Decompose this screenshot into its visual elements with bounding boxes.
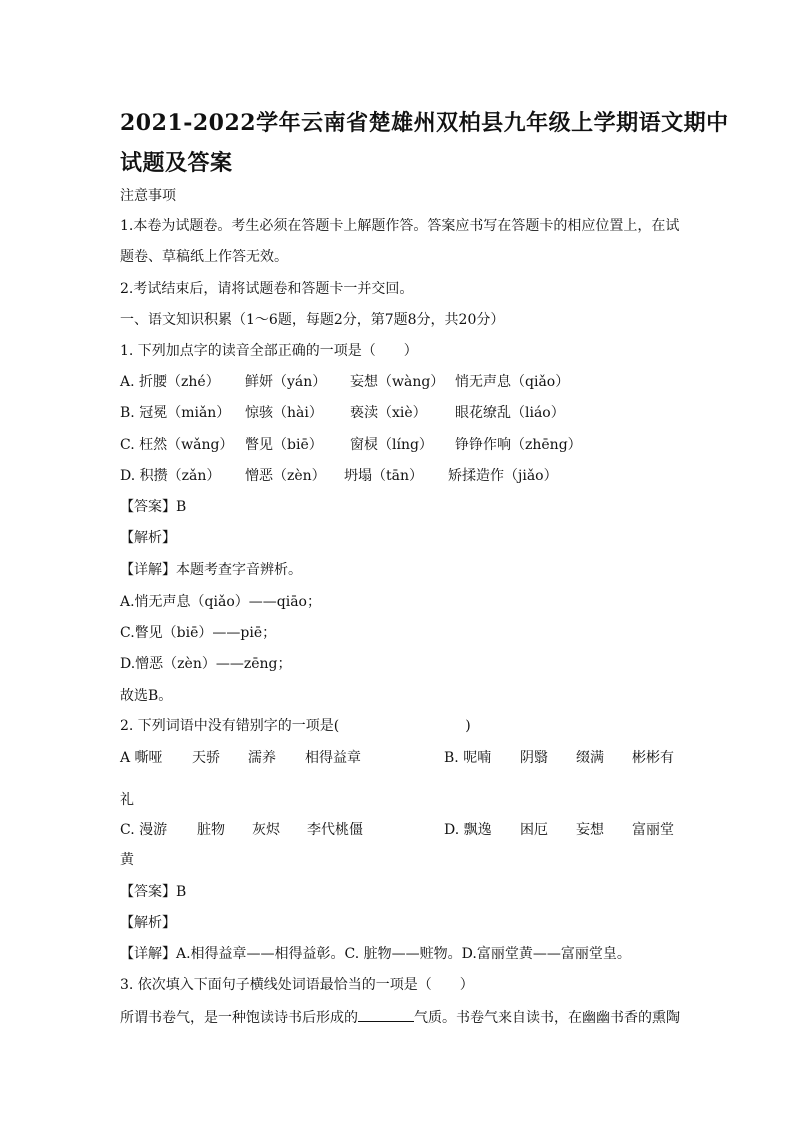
notes-heading: 注意事项 bbox=[120, 188, 176, 204]
q1-a-3: 妄想（wàng） bbox=[350, 374, 445, 390]
q2-d-4: 富丽堂 bbox=[632, 822, 674, 838]
q1-a-4: 悄无声息（qiǎo） bbox=[455, 374, 570, 390]
q1-detail: 【详解】本题考查字音辨析。 bbox=[120, 562, 302, 578]
q1-answer-label: 【答案】 bbox=[120, 499, 176, 515]
q2-stem: 2. 下列词语中没有错别字的一项是( ) bbox=[120, 718, 471, 734]
q1-d-1: D. 积攒（zǎn） bbox=[120, 468, 221, 484]
q3-blank bbox=[358, 1007, 414, 1022]
q2-c-1: C. 漫游 bbox=[120, 822, 168, 838]
q2-b-2: 阴翳 bbox=[520, 750, 548, 766]
q1-detail-a: A.悄无声息（qiǎo）——qiāo； bbox=[120, 594, 321, 610]
q1-a-2: 鲜妍（yán） bbox=[245, 374, 327, 390]
q2-d-1: D. 飘逸 bbox=[444, 822, 492, 838]
q3-text bbox=[120, 1007, 680, 1028]
q1-c-3: 窗棂（líng） bbox=[350, 437, 433, 453]
q2-analysis-label: 【解析】 bbox=[120, 915, 176, 931]
q2-a-1: A 嘶哑 bbox=[120, 750, 163, 766]
doc-title-line2: 试题及答案 bbox=[120, 150, 233, 176]
q2-b-3: 缀满 bbox=[576, 750, 604, 766]
q1-c-2: 瞥见（biē） bbox=[245, 437, 323, 453]
q2-answer-label: 【答案】 bbox=[120, 884, 176, 900]
q2-a-3: 濡养 bbox=[248, 750, 276, 766]
q1-c-1: C. 枉然（wǎng） bbox=[120, 437, 234, 453]
q3-text-before-blank: 所谓书卷气，是一种饱读诗书后形成的 bbox=[120, 1010, 358, 1026]
q2-a-4: 相得益章 bbox=[305, 750, 361, 766]
q1-stem: 1. 下列加点字的读音全部正确的一项是（ ） bbox=[120, 343, 418, 359]
q2-detail: 【详解】A.相得益章——相得益彰。C. 脏物——赃物。D.富丽堂黄——富丽堂皇。 bbox=[120, 946, 631, 962]
note-1b: 题卷、草稿纸上作答无效。 bbox=[120, 249, 288, 265]
q2-c-3: 灰烬 bbox=[252, 822, 280, 838]
q1-b-3: 亵渎（xiè） bbox=[350, 405, 427, 421]
doc-title-line1: 2021-2022学年云南省楚雄州双柏县九年级上学期语文期中 bbox=[120, 110, 729, 136]
q1-a-1: A. 折腰（zhé） bbox=[120, 374, 220, 390]
q3-text-after-blank: 气质。书卷气来自读书，在幽幽书香的熏陶 bbox=[414, 1010, 680, 1026]
q1-b-4: 眼花缭乱（liáo） bbox=[455, 405, 565, 421]
q1-c-4: 铮铮作响（zhēng） bbox=[455, 437, 582, 453]
q2-b-continuation: 礼 bbox=[120, 792, 134, 808]
q2-answer bbox=[120, 882, 186, 902]
q1-detail-c: C.瞥见（biē）——piē； bbox=[120, 625, 277, 641]
q2-b-1: B. 呢喃 bbox=[444, 750, 492, 766]
q1-detail-d: D.憎恶（zèn）——zēng； bbox=[120, 656, 292, 672]
q1-answer bbox=[120, 497, 186, 517]
note-2: 2.考试结束后，请将试题卷和答题卡一并交回。 bbox=[120, 281, 414, 297]
q1-d-4: 矫揉造作（jiǎo） bbox=[448, 468, 558, 484]
q1-analysis-label: 【解析】 bbox=[120, 530, 176, 546]
q2-b-4: 彬彬有 bbox=[632, 750, 674, 766]
q1-conclusion: 故选B。 bbox=[120, 688, 173, 704]
q1-b-2: 惊骇（hài） bbox=[245, 405, 323, 421]
note-1a: 1.本卷为试题卷。考生必须在答题卡上解题作答。答案应书写在答题卡的相应位置上，在试 bbox=[120, 218, 680, 234]
q3-stem: 3. 依次填入下面句子横线处词语最恰当的一项是（ ） bbox=[120, 977, 474, 993]
q2-c-4: 李代桃僵 bbox=[307, 822, 363, 838]
q1-b-1: B. 冠冕（miǎn） bbox=[120, 405, 231, 421]
q1-answer-value: B bbox=[176, 499, 187, 515]
q2-d-3: 妄想 bbox=[576, 822, 604, 838]
q2-a-2: 天骄 bbox=[192, 750, 220, 766]
q2-d-2: 困厄 bbox=[520, 822, 548, 838]
q2-answer-value: B bbox=[176, 884, 187, 900]
section-1-heading: 一、语文知识积累（1～6题，每题2分，第7题8分，共20分） bbox=[120, 312, 505, 328]
q2-d-continuation: 黄 bbox=[120, 852, 134, 868]
q1-d-3: 坍塌（tān） bbox=[344, 468, 423, 484]
q2-c-2: 脏物 bbox=[197, 822, 225, 838]
q1-d-2: 憎恶（zèn） bbox=[245, 468, 326, 484]
